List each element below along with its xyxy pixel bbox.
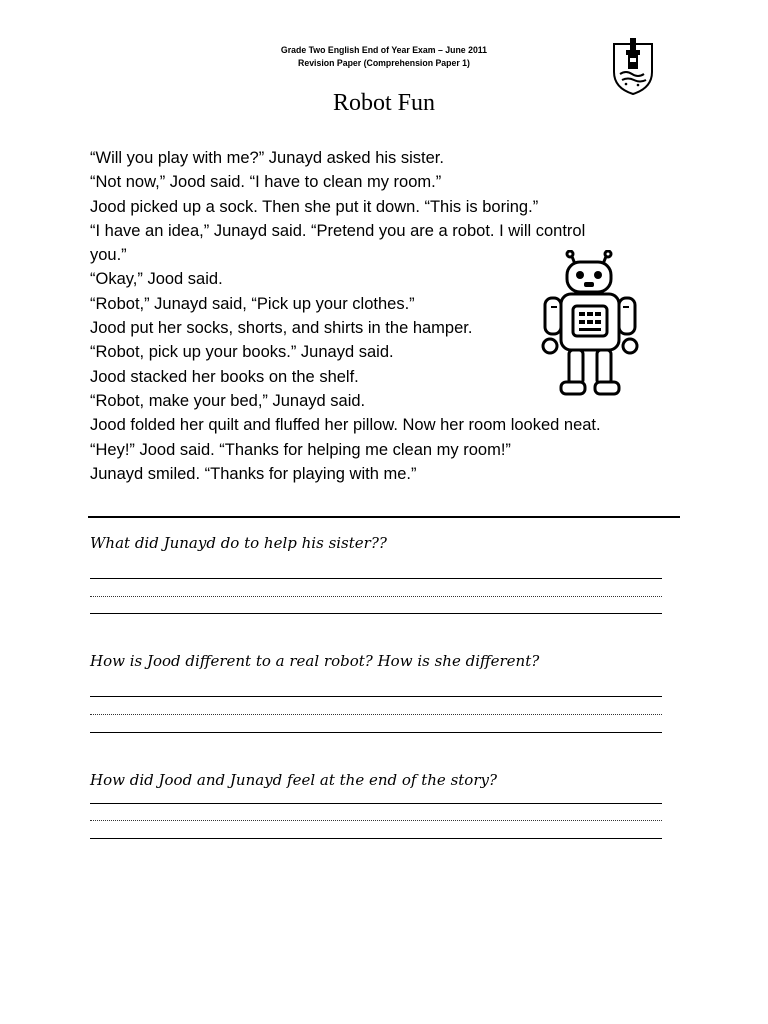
answer-line-3a[interactable] xyxy=(90,803,662,804)
story-title: Robot Fun xyxy=(332,90,436,116)
story-line: “Will you play with me?” Junayd asked his sister. xyxy=(90,149,444,167)
story-line: “I have an idea,” Junayd said. “Pretend you are a robot. I will control xyxy=(90,221,586,240)
answer-line-2c[interactable] xyxy=(90,732,662,733)
story-line: “Not now,” Jood said. “I have to clean my room.” xyxy=(90,173,442,192)
story-line: Jood folded her quilt and fluffed her pillow. Now her room looked neat. xyxy=(90,416,601,435)
answer-line-3c[interactable] xyxy=(90,838,662,839)
header-line-2: Revision Paper (Comprehension Paper 1) xyxy=(298,58,470,69)
question-1: What did Junayd do to help his sister?? xyxy=(90,534,387,552)
section-divider xyxy=(88,516,680,518)
answer-line-2a[interactable] xyxy=(90,696,662,697)
story-line: Jood put her socks, shorts, and shirts in the hamper. xyxy=(90,319,473,338)
question-2: How is Jood different to a real robot? How is she different? xyxy=(90,652,540,670)
answer-line-1c[interactable] xyxy=(90,613,662,614)
story-line: “Robot,” Junayd said, “Pick up your clothes.” xyxy=(90,294,415,313)
story-line: Jood stacked her books on the shelf. xyxy=(90,367,359,386)
story-line: “Robot, pick up your books.” Junayd said. xyxy=(90,343,394,362)
school-crest-icon xyxy=(608,36,658,96)
answer-line-3b[interactable] xyxy=(90,820,662,821)
answer-line-1b[interactable] xyxy=(90,596,662,597)
answer-line-2b[interactable] xyxy=(90,714,662,715)
robot-icon xyxy=(535,250,645,400)
story-line: “Okay,” Jood said. xyxy=(90,270,223,289)
story-line: Junayd smiled. “Thanks for playing with me.” xyxy=(90,464,417,483)
story-line: “Robot, make your bed,” Junayd said. xyxy=(90,391,366,410)
story-line: “Hey!” Jood said. “Thanks for helping me clean my room!” xyxy=(90,440,511,459)
story-line: Jood picked up a sock. Then she put it down. “This is boring.” xyxy=(90,197,539,216)
header-line-1: Grade Two English End of Year Exam – June 2011 xyxy=(280,45,488,56)
question-3: How did Jood and Junayd feel at the end of the story? xyxy=(90,771,498,789)
story-line: you.” xyxy=(90,246,127,265)
answer-line-1a[interactable] xyxy=(90,578,662,579)
